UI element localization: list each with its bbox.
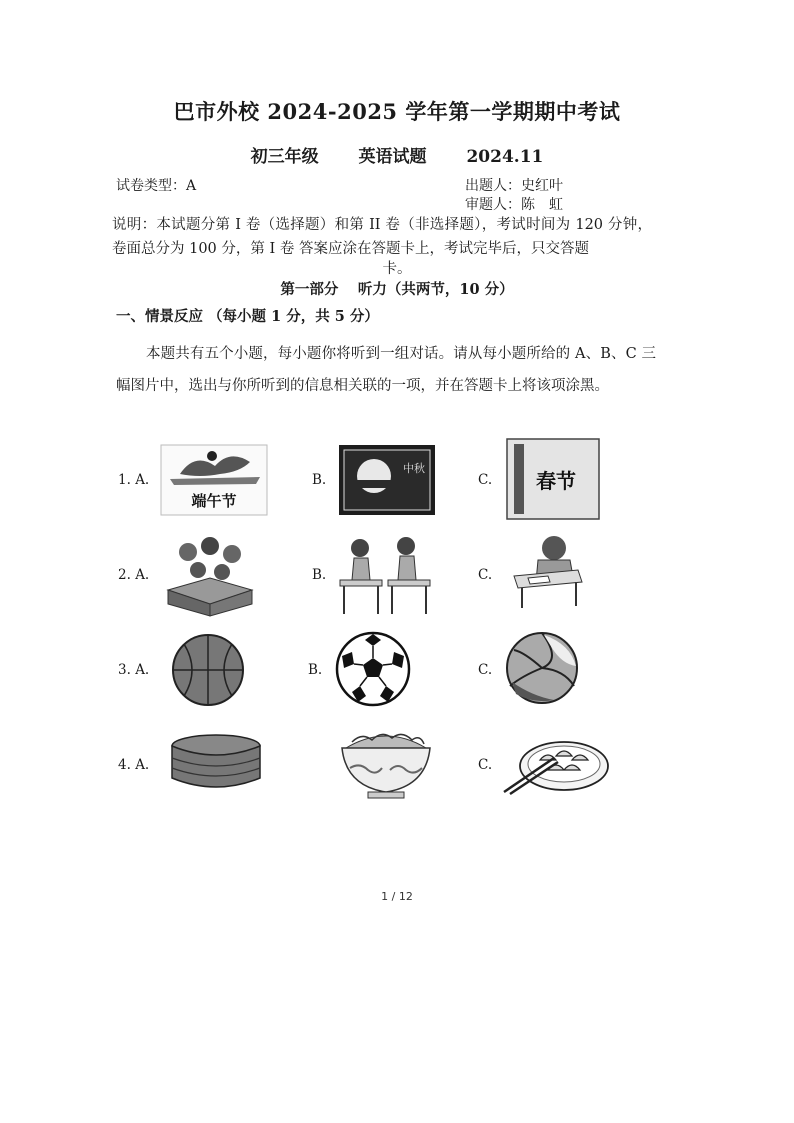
section-one-intro: 本题共有五个小题，每小题你将听到一组对话。请从每小题所给的 A、B、C 三幅图片中，选出与你所听到的信息相关联的一项，并在答题卡上将该项涂黑。 xyxy=(116,346,656,394)
noodle-bowl-picture xyxy=(338,722,434,802)
instructions-end: 卡。 xyxy=(382,261,412,277)
option-label: C. xyxy=(478,567,493,583)
option-label: A. xyxy=(135,472,150,488)
date-label: 2024.11 xyxy=(466,147,544,167)
subject-label: 英语试题 xyxy=(358,147,427,167)
exam-title: 巴市外校 2024-2025 学年第一学期期中考试 xyxy=(173,99,621,124)
student-studying-picture xyxy=(508,530,588,610)
option-label: B. xyxy=(312,567,327,583)
students-talking-picture xyxy=(336,532,434,616)
festival-text: 端午节 xyxy=(191,492,237,510)
volleyball-picture xyxy=(504,630,580,706)
question-2-number: 2. A. xyxy=(118,567,150,583)
question-3-number: 3. A. xyxy=(118,662,150,678)
option-label: C. xyxy=(478,662,493,678)
paper-type: 试卷类型：A xyxy=(116,178,197,194)
section-one-heading: 一、情景反应 （每小题 1 分，共 5 分） xyxy=(116,308,379,325)
question-4-number: 4. A. xyxy=(118,757,150,773)
option-label: B. xyxy=(312,472,327,488)
option-label: A. xyxy=(135,662,150,678)
spring-festival-text: 春节 xyxy=(536,469,576,493)
page-number: 1 / 12 xyxy=(381,890,413,903)
dumplings-picture xyxy=(500,730,612,796)
option-label: B. xyxy=(308,662,323,678)
instructions-text: 说明：本试题分第 I 卷（选择题）和第 II 卷（非选择题），考试时间为 120 分钟，卷面总分为 100 分，第 I 卷 答案应涂在答题卡上，考试完毕后，只交答题 xyxy=(112,217,652,257)
students-group-picture xyxy=(164,534,256,618)
mooncake-picture xyxy=(168,732,264,792)
spring-festival-picture xyxy=(506,438,600,520)
option-label: C. xyxy=(478,472,493,488)
soccer-ball-picture xyxy=(334,630,412,708)
basketball-picture xyxy=(170,632,246,708)
dragon-boat-festival-picture xyxy=(160,444,268,516)
part-one-heading: 第一部分 听力（共两节，10 分） xyxy=(280,281,514,298)
question-1-number: 1. A. xyxy=(118,472,150,488)
option-label: A. xyxy=(135,757,150,773)
reviewer-line: 审题人：陈 虹 xyxy=(465,197,563,213)
grade-label: 初三年级 xyxy=(250,147,319,167)
exam-subtitle xyxy=(0,142,794,167)
author-line: 出题人：史红叶 xyxy=(465,178,563,194)
option-label: A. xyxy=(135,567,150,583)
mid-autumn-picture xyxy=(338,444,436,516)
mid-autumn-text: 中秋 xyxy=(403,462,425,475)
option-label: C. xyxy=(478,757,493,773)
